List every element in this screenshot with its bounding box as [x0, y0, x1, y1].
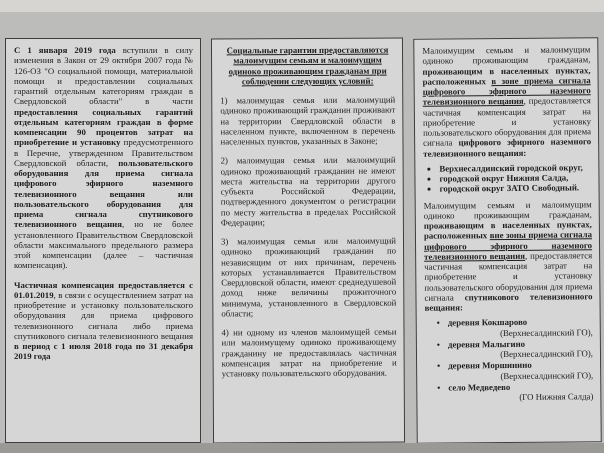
town-item: • Верхнесалдинский городской округ, — [439, 162, 591, 174]
text-run: вступили в силу изменения в Закон от 29 октября 2007 года № 126-ОЗ "О социальной помощи, материальной помощи и предоставлении социальных гарантий отдельным категориям граждан в Свердловской области" в части — [14, 45, 193, 107]
law-amendment-paragraph — [14, 45, 193, 271]
compensation-period-paragraph — [14, 280, 193, 362]
leaflet-column-right — [413, 37, 602, 444]
town-item: • городской округ Нижняя Салда, — [439, 172, 591, 184]
text-run: проживающим в населенных пунктах, расположенных — [423, 219, 592, 241]
leaflet-column-middle — [211, 38, 405, 444]
text-run: пользовательского оборудования для приема сигнала цифрового эфирного наземного телевизионного вещания или пользовательского оборудования для приема сигнала спутникового телевизионного вещания — [14, 157, 193, 230]
condition-item-2: 2) малоимущая семья или малоимущий одиноко проживающий гражданин не имеют места жительства на территории другого субъекта Российской Федерации, подтвержденного документом о регистрации по месту жительства в пределах Российской Федерации; — [220, 154, 396, 228]
village-name: • деревня Малыгино — [425, 338, 593, 350]
background-strip-bottom — [0, 443, 604, 453]
text-run: предусмотренного в Перечне, утвержденном Правительством Свердловской области, — [14, 137, 193, 168]
village-district: (Верхнесалдинский ГО), — [500, 326, 593, 338]
text-run: Социальные гарантии предоставляются малоимущим семьям и малоимущим одиноко проживающим гражданам при соблюдении следующих условий: — [226, 44, 389, 87]
text-run: предоставления социальных гарантий отдельным категориям граждан в форме компенсации 90 процентов затрат на приобретение и установку — [14, 106, 193, 148]
village-item — [425, 381, 593, 403]
village-district: (Верхнесалдинский ГО), — [500, 348, 594, 360]
village-item — [425, 360, 593, 382]
text-run: Частичная компенсация предоставляется с 01.01.2019 — [14, 279, 193, 300]
village-item — [425, 317, 593, 339]
text-run: цифрового эфирного наземного телевизионного вещания: — [423, 136, 592, 159]
village-name: • деревня Кокшарово — [425, 317, 593, 329]
village-name: • деревня Моршинино — [425, 360, 593, 372]
text-run: Малоимущим семьям и малоимущим одиноко проживающим гражданам, — [423, 198, 592, 221]
text-run: , в связи с осуществлением затрат на приобретение и установку пользовательского оборудования для приема цифрового телевизионного сигнала либо приема спутникового сигнала телевизионного вещания — [14, 289, 193, 341]
text-run: , но не более установленного Правительством Свердловской области максимального предельного размера этой компенсации (далее – частичная компенсация). — [14, 219, 193, 271]
satellite-zone-paragraph — [424, 199, 593, 313]
conditions-heading — [220, 45, 395, 87]
text-run: в период с 1 июля 2018 года по 31 декабря 2019 года — [14, 341, 193, 362]
town-list — [423, 162, 591, 194]
digital-zone-paragraph — [422, 44, 591, 158]
village-list — [425, 317, 594, 403]
condition-item-1: 1) малоимущая семья или малоимущий одиноко проживающий гражданин проживают на территории Свердловской области в населенном пункте, включенном в перечень населенных пунктов, указанных в Законе; — [220, 94, 396, 147]
text-run: , предоставляется частичная компенсация затрат на приобретение и установку пользовательского оборудования для приема сигнала — [424, 250, 593, 303]
text-run: , предоставляется частичная компенсация затрат на приобретение и установку пользовательского оборудования для приема сигнала — [422, 95, 592, 148]
background-strip-top — [0, 0, 604, 12]
village-item — [425, 338, 593, 360]
text-run: в зоне приема сигнала цифрового эфирного наземного телевизионного вещания — [422, 75, 591, 107]
condition-item-3: 3) малоимущая семья или малоимущий одиноко проживающий гражданин по независящим от них причинам, перечень которых устанавливается Правительством Свердловской области, имеют среднедушевой доход ниже величины прожиточного минимума, установленного в Свердловской области; — [220, 235, 397, 319]
condition-item-4: 4) ни одному из членов малоимущей семьи или малоимущему одиноко проживающему гражданину не предоставлялась частичная компенсация затрат на приобретение и установку пользовательского оборудования. — [221, 326, 397, 379]
village-name: • село Медведево — [425, 381, 593, 393]
village-district: (Верхнесалдинский ГО), — [500, 369, 594, 381]
town-item: • городской округ ЗАТО Свободный. — [440, 183, 592, 195]
text-run: С 1 января 2019 года — [14, 45, 116, 55]
text-run: вне зоны приема сигнала цифрового эфирного наземного телевизионного вещания — [424, 229, 593, 262]
leaflet-column-left — [5, 38, 201, 443]
text-run: спутникового телевизионного вещания: — [424, 291, 593, 313]
text-run: Малоимущим семьям и малоимущим одиноко проживающим гражданам, — [422, 44, 591, 66]
village-district: (ГО Нижняя Салда) — [519, 391, 594, 402]
text-run: проживающим в населенных пунктах, расположенных — [422, 64, 591, 87]
